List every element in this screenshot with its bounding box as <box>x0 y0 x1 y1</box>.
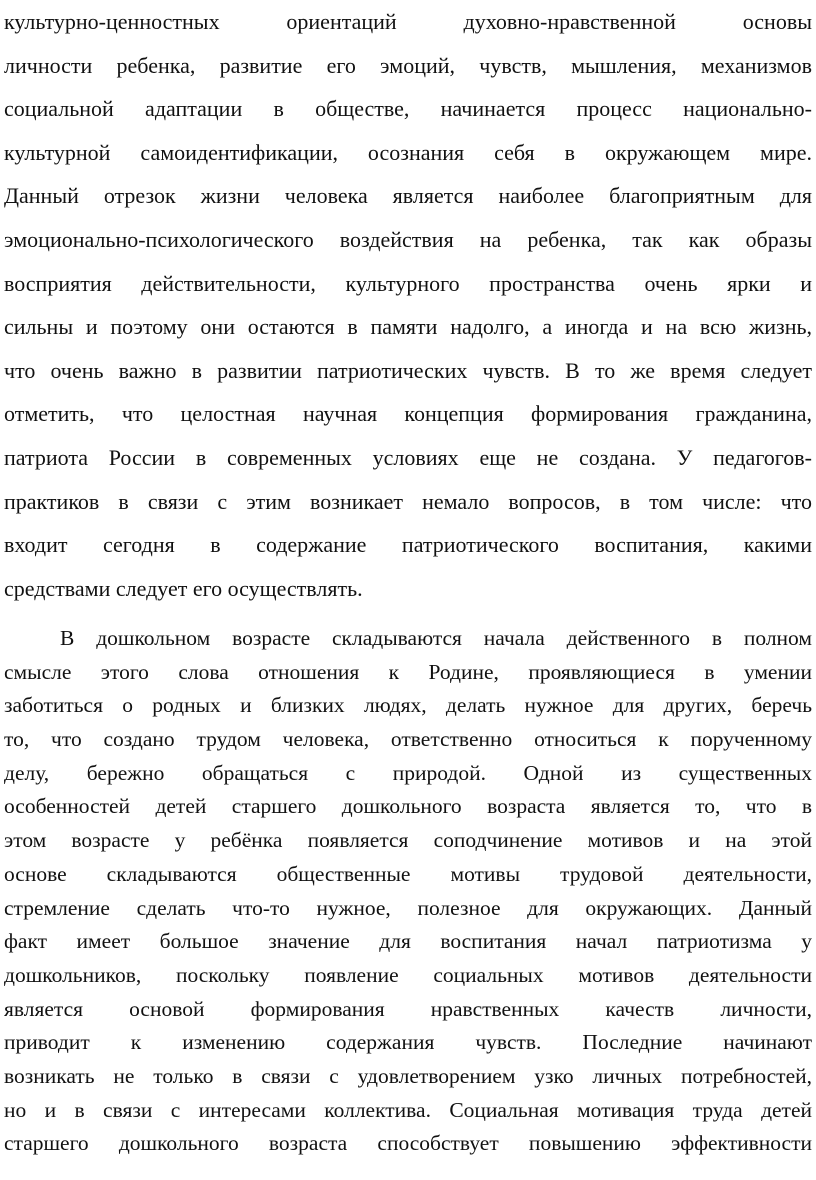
paragraph-1 <box>4 0 812 610</box>
paragraph-2-line: является основой формирования нравственных качеств личности, <box>4 996 812 1021</box>
paragraph-1-line: практиков в связи с этим возникает немало вопросов, в том числе: что <box>4 488 812 514</box>
paragraph-2-line: дошкольников, поскольку появление социальных мотивов деятельности <box>4 962 812 987</box>
paragraph-2-line: особенностей детей старшего дошкольного возраста является то, что в <box>4 794 812 819</box>
paragraph-2 <box>4 622 812 1161</box>
paragraph-2-line: факт имеет большое значение для воспитания начал патриотизма у <box>4 929 812 954</box>
paragraph-1-line: входит сегодня в содержание патриотического воспитания, какими <box>4 532 812 558</box>
paragraph-1-line: культурной самоидентификации, осознания себя в окружающем мире. <box>4 139 812 165</box>
paragraph-2-line: приводит к изменению содержания чувств. Последние начинают <box>4 1030 812 1055</box>
paragraph-2-line: старшего дошкольного возраста способствует повышению эффективности <box>4 1131 812 1156</box>
paragraph-1-line: отметить, что целостная научная концепция формирования гражданина, <box>4 401 812 427</box>
paragraph-2-line: этом возрасте у ребёнка появляется соподчинение мотивов и на этой <box>4 828 812 853</box>
paragraph-2-line: но и в связи с интересами коллектива. Социальная мотивация труда детей <box>4 1097 812 1122</box>
paragraph-2-line: основе складываются общественные мотивы трудовой деятельности, <box>4 861 812 886</box>
paragraph-1-line: личности ребенка, развитие его эмоций, чувств, мышления, механизмов <box>4 52 812 78</box>
paragraph-2-line: смысле этого слова отношения к Родине, проявляющиеся в умении <box>4 659 812 684</box>
paragraph-2-line: то, что создано трудом человека, ответственно относиться к порученному <box>4 727 812 752</box>
paragraph-1-line: культурно-ценностных ориентаций духовно-нравственной основы <box>4 9 812 34</box>
paragraph-1-line: патриота России в современных условиях еще не создана. У педагогов- <box>4 444 812 470</box>
paragraph-2-line: стремление сделать что-то нужное, полезное для окружающих. Данный <box>4 895 812 920</box>
paragraph-1-line: что очень важно в развитии патриотических чувств. В то же время следует <box>4 357 812 383</box>
paragraph-2-line: заботиться о родных и близких людях, делать нужное для других, беречь <box>4 693 812 718</box>
paragraph-1-line: Данный отрезок жизни человека является наиболее благоприятным для <box>4 183 812 209</box>
paragraph-1-line: эмоционально-психологического воздействия на ребенка, так как образы <box>4 226 812 252</box>
paragraph-1-line: восприятия действительности, культурного пространства очень ярки и <box>4 270 812 296</box>
paragraph-2-line: возникать не только в связи с удовлетворением узко личных потребностей, <box>4 1063 812 1088</box>
paragraph-1-line: сильны и поэтому они остаются в памяти надолго, а иногда и на всю жизнь, <box>4 314 812 340</box>
paragraph-2-line: В дошкольном возрасте складываются начала действенного в полном <box>60 626 812 650</box>
paragraph-1-line: социальной адаптации в обществе, начинается процесс национально- <box>4 96 812 122</box>
paragraph-1-line: средствами следует его осуществлять. <box>4 575 363 601</box>
paragraph-2-line: делу, бережно обращаться с природой. Одной из существенных <box>4 760 812 785</box>
